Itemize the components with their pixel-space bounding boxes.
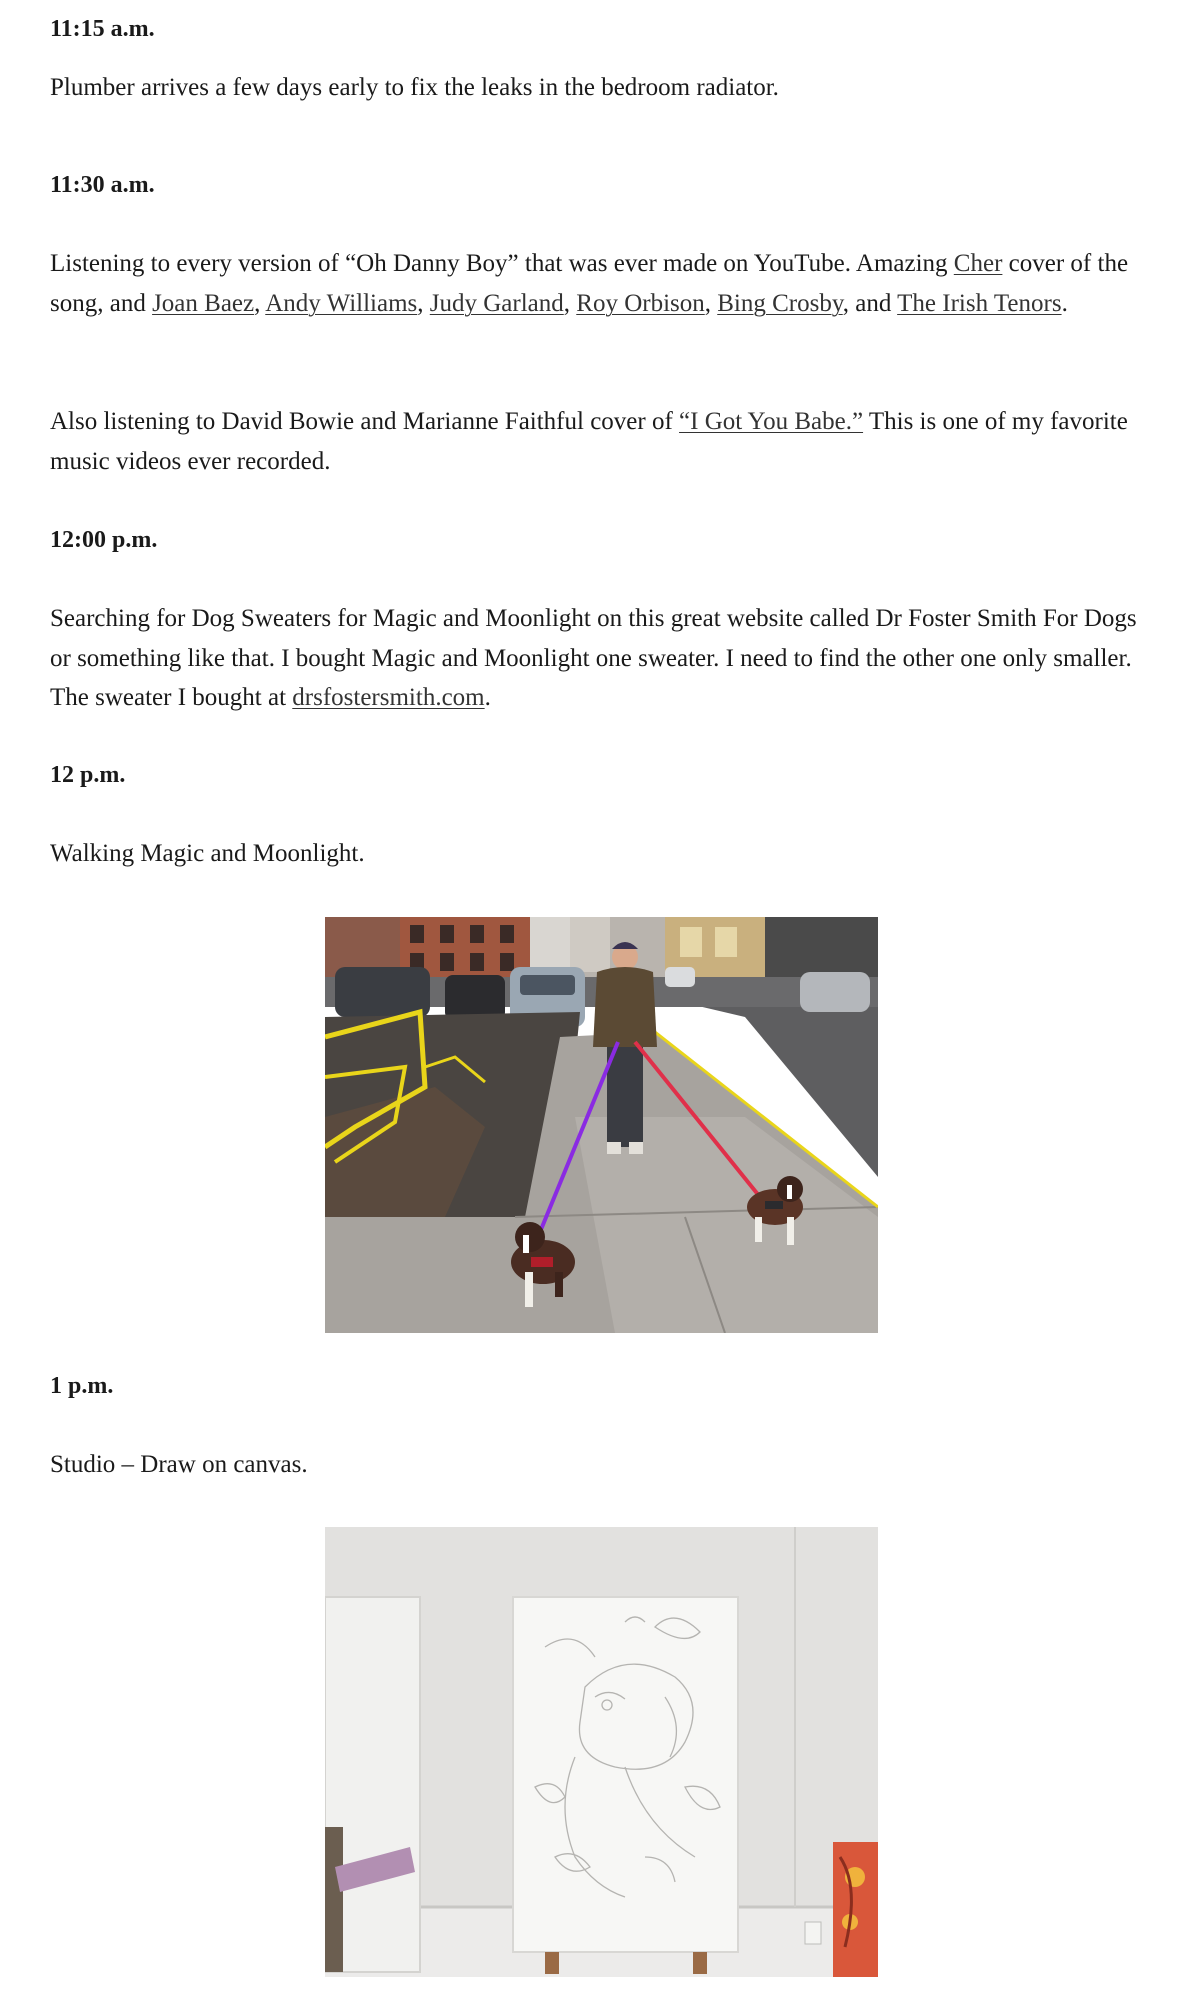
paragraph-plumber: Plumber arrives a few days early to fix the leaks in the bedroom radiator. bbox=[50, 74, 779, 101]
paragraph-studio: Studio – Draw on canvas. bbox=[50, 1451, 308, 1478]
paragraph-danny-boy bbox=[50, 244, 1160, 323]
text-span: , bbox=[704, 289, 718, 317]
entry-time-1200: 12:00 p.m. bbox=[50, 527, 158, 553]
text-span: , and bbox=[842, 289, 898, 317]
entry-time-1130: 11:30 a.m. bbox=[50, 172, 155, 198]
text-span: Searching for Dog Sweaters for Magic and Moonlight on this great website called Dr Foster Smith For Dogs or something like that. I bought Magic and Moonlight one sweater. I need to find the other one only smaller. The sweater I bought at bbox=[50, 605, 1137, 711]
link-judy-garland[interactable]: Judy Garland bbox=[429, 289, 564, 317]
text-span: This is one of my favorite music videos ever recorded. bbox=[50, 408, 1128, 475]
link-roy-orbison[interactable]: Roy Orbison bbox=[576, 289, 705, 317]
entry-time-12pm: 12 p.m. bbox=[50, 762, 126, 788]
text-span: , bbox=[417, 289, 430, 317]
link-andy-williams[interactable]: Andy Williams bbox=[265, 289, 418, 317]
link-cher[interactable]: Cher bbox=[953, 250, 1003, 277]
paragraph-bowie bbox=[50, 402, 1160, 481]
link-irish-tenors[interactable]: The Irish Tenors bbox=[897, 289, 1062, 317]
link-i-got-you-babe[interactable]: “I Got You Babe.” bbox=[679, 408, 864, 435]
photo-studio-canvas bbox=[325, 1527, 878, 1977]
text-span: . bbox=[484, 684, 491, 711]
link-drsfostersmith[interactable]: drsfostersmith.com bbox=[292, 684, 485, 711]
link-bing-crosby[interactable]: Bing Crosby bbox=[717, 289, 843, 317]
paragraph-dog-sweaters bbox=[50, 599, 1160, 718]
text-span: Also listening to David Bowie and Marianne Faithful cover of bbox=[50, 408, 680, 435]
text-span: , bbox=[563, 289, 577, 317]
text-span: . bbox=[1061, 289, 1068, 317]
paragraph-walking: Walking Magic and Moonlight. bbox=[50, 840, 365, 867]
photo-dog-walk bbox=[325, 917, 878, 1333]
entry-time-1pm: 1 p.m. bbox=[50, 1373, 114, 1399]
text-span: , bbox=[254, 289, 266, 317]
text-span: cover of the song, and bbox=[50, 250, 1129, 317]
entry-time-1115: 11:15 a.m. bbox=[50, 16, 155, 42]
link-joan-baez[interactable]: Joan Baez bbox=[152, 289, 255, 317]
text-span: Listening to every version of “Oh Danny Boy” that was ever made on YouTube. Amazing bbox=[50, 250, 954, 277]
